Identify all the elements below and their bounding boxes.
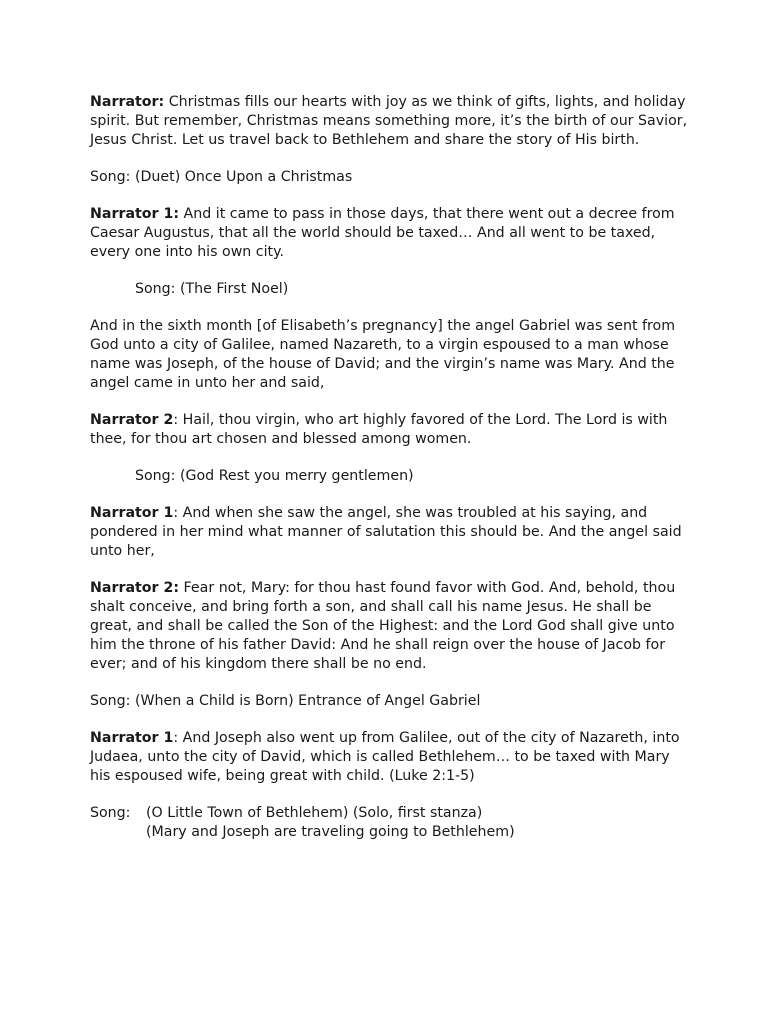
paragraph-text: And it came to pass in those days, that there went out a decree from Caesar Augustus, that all the world should be taxed… And all went to be taxed, every one into his own city.: [90, 206, 675, 260]
speaker-label: Narrator 2: [90, 412, 174, 428]
paragraph-narrator-1-troubled: [90, 504, 690, 561]
song-cue-once-upon-a-christmas: Song: (Duet) Once Upon a Christmas: [90, 169, 353, 185]
script-page: [90, 93, 690, 860]
paragraph-narrator-1-decree: [90, 205, 690, 262]
paragraph-text: : And when she saw the angel, she was troubled at his saying, and pondered in her mind what manner of salutation this should be. And the angel said unto her,: [90, 505, 682, 559]
paragraph-gabriel-sent: And in the sixth month [of Elisabeth’s pregnancy] the angel Gabriel was sent from God unto a city of Galilee, named Nazareth, to a virgin espoused to a man whose name was Joseph, of the house of David; and the virgin’s name was Mary. And the angel came in unto her and said,: [90, 318, 676, 391]
paragraph-text: Fear not, Mary: for thou hast found favor with God. And, behold, thou shalt conceive, and bring forth a son, and shall call his name Jesus. He shall be great, and shall be called the Son of the Highest: and the Lord God shall give unto him the throne of his father David: And he shall reign over the house of Jacob for ever; and of his kingdom there shall be no end.: [90, 580, 676, 672]
speaker-label: Narrator 1:: [90, 206, 180, 222]
song-cue-when-a-child-is-born: Song: (When a Child is Born) Entrance of Angel Gabriel: [90, 693, 481, 709]
song-lines: [146, 804, 515, 842]
paragraph-narrator-1-joseph: [90, 729, 690, 786]
song-line-note: (Mary and Joseph are traveling going to Bethlehem): [146, 824, 515, 840]
speaker-label: Narrator 1: [90, 730, 174, 746]
song-line-title: (O Little Town of Bethlehem) (Solo, first stanza): [146, 805, 483, 821]
speaker-label: Narrator 2:: [90, 580, 180, 596]
speaker-label: Narrator:: [90, 94, 165, 110]
song-label: Song:: [90, 805, 131, 821]
song-cue-o-little-town: [90, 804, 690, 842]
speaker-label: Narrator 1: [90, 505, 174, 521]
paragraph-narrator-2-hail: [90, 411, 690, 449]
song-cue-first-noel: Song: (The First Noel): [135, 281, 289, 297]
paragraph-text: Christmas fills our hearts with joy as we think of gifts, lights, and holiday spirit. But remember, Christmas means something more, it’s the birth of our Savior, Jesus Christ. Let us travel back to Bethlehem and share the story of His birth.: [90, 94, 688, 148]
paragraph-narrator-intro: [90, 93, 690, 150]
paragraph-text: : And Joseph also went up from Galilee, out of the city of Nazareth, into Judaea, unto the city of David, which is called Bethlehem… to be taxed with Mary his espoused wife, being great with child. (Luke 2:1-5): [90, 730, 680, 784]
song-cue-god-rest-you: Song: (God Rest you merry gentlemen): [135, 468, 414, 484]
paragraph-text: : Hail, thou virgin, who art highly favored of the Lord. The Lord is with thee, for thou art chosen and blessed among women.: [90, 412, 668, 447]
paragraph-narrator-2-fear-not: [90, 579, 690, 674]
